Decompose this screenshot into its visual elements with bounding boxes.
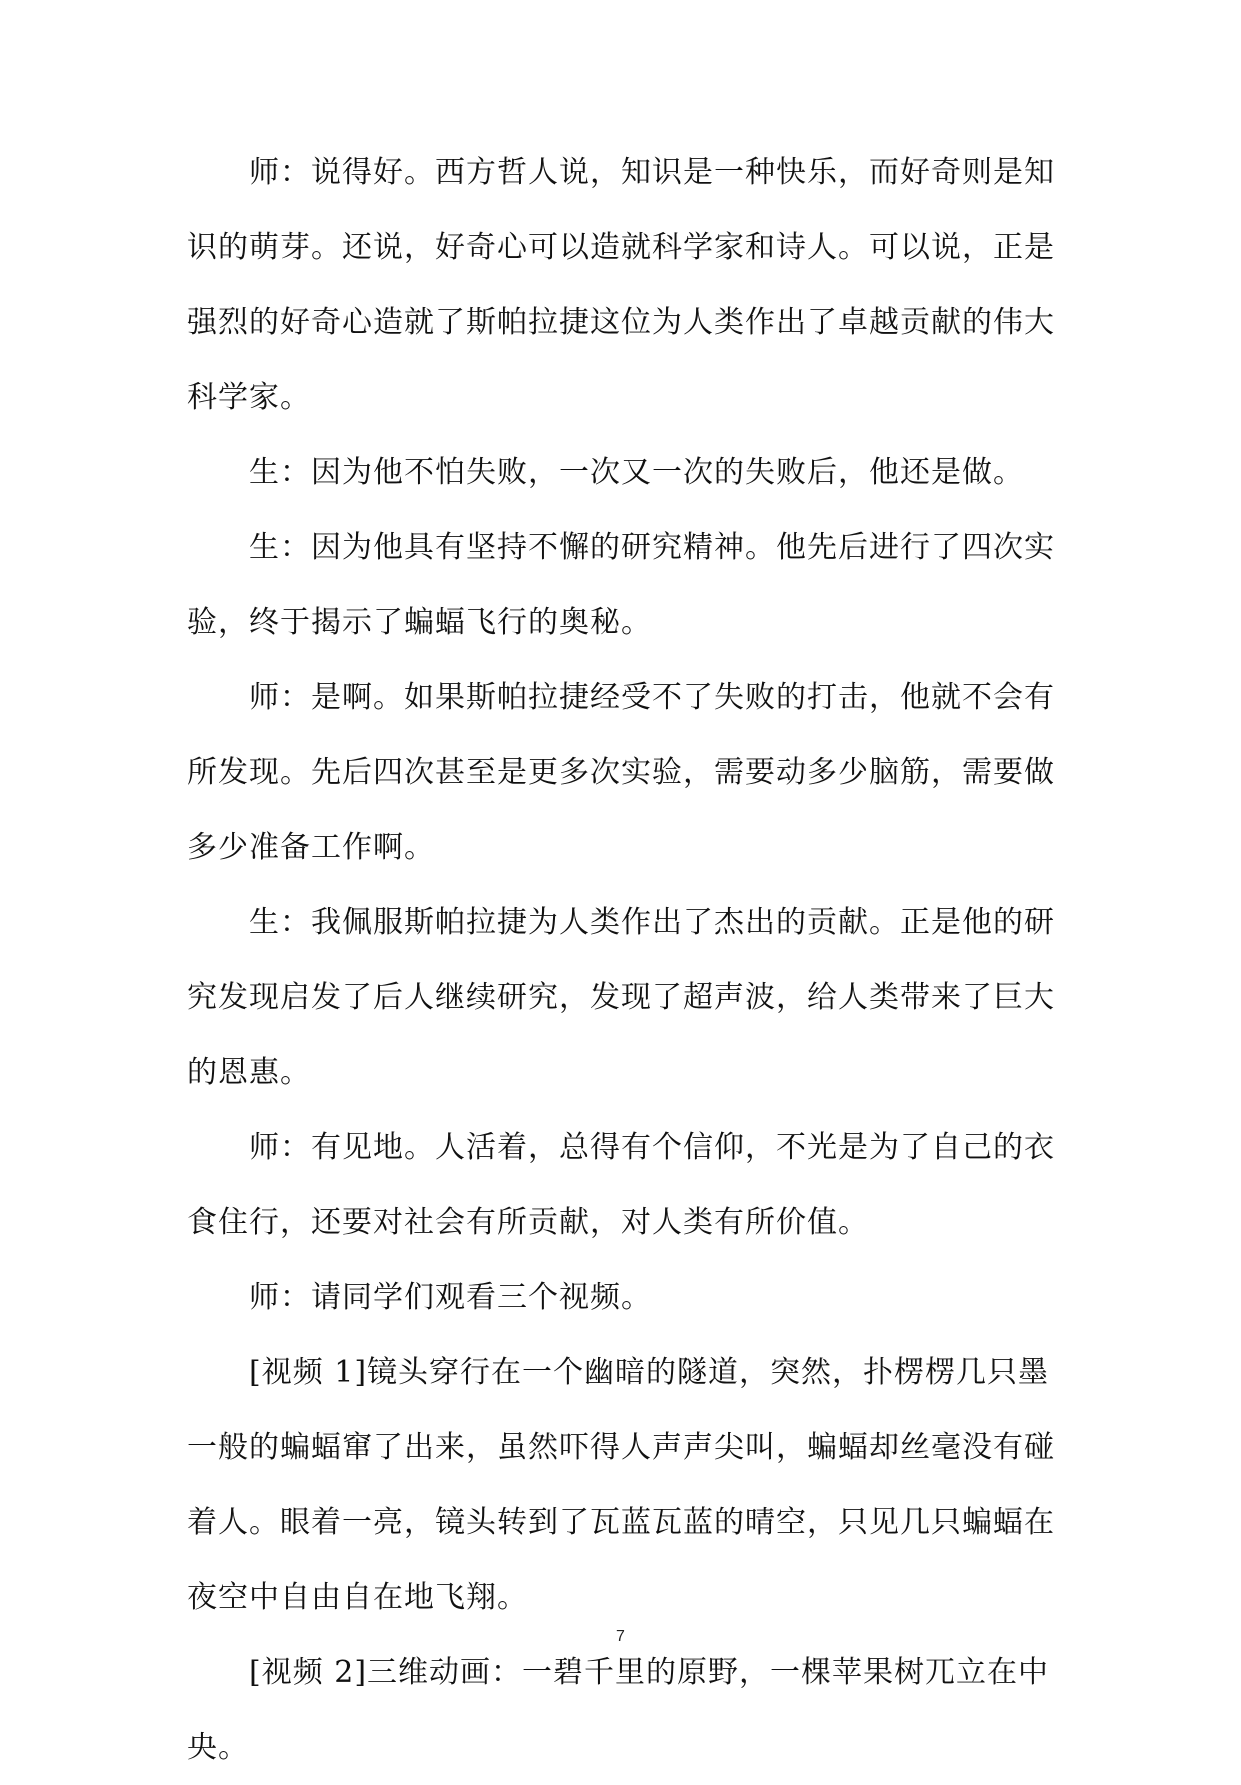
page-number: 7 bbox=[616, 1628, 625, 1645]
paragraph: 生：因为他具有坚持不懈的研究精神。他先后进行了四次实验，终于揭示了蝙蝠飞行的奥秘。 bbox=[187, 530, 1055, 640]
paragraph: 生：因为他不怕失败，一次又一次的失败后，他还是做。 bbox=[249, 455, 1024, 490]
paragraph: [视频 2]三维动画：一碧千里的原野，一棵苹果树兀立在中央。 bbox=[187, 1655, 1050, 1765]
paragraph: 师：是啊。如果斯帕拉捷经受不了失败的打击，他就不会有所发现。先后四次甚至是更多次实验，需要动多少脑筋，需要做多少准备工作啊。 bbox=[187, 680, 1055, 865]
paragraph: 师：有见地。人活着，总得有个信仰，不光是为了自己的衣食住行，还要对社会有所贡献，对人类有所价值。 bbox=[187, 1130, 1055, 1240]
document-body bbox=[187, 135, 1059, 1785]
paragraph: 师：请同学们观看三个视频。 bbox=[249, 1280, 652, 1315]
paragraph: [视频 1]镜头穿行在一个幽暗的隧道，突然，扑楞楞几只墨一般的蝙蝠窜了出来，虽然吓得人声声尖叫，蝙蝠却丝毫没有碰着人。眼着一亮，镜头转到了瓦蓝瓦蓝的晴空，只见几只蝙蝠在夜空中自由自在地飞翔。 bbox=[187, 1355, 1055, 1615]
paragraph: 生：我佩服斯帕拉捷为人类作出了杰出的贡献。正是他的研究发现启发了后人继续研究，发现了超声波，给人类带来了巨大的恩惠。 bbox=[187, 905, 1055, 1090]
paragraph: 师：说得好。西方哲人说，知识是一种快乐，而好奇则是知识的萌芽。还说，好奇心可以造就科学家和诗人。可以说，正是强烈的好奇心造就了斯帕拉捷这位为人类作出了卓越贡献的伟大科学家。 bbox=[187, 155, 1055, 415]
